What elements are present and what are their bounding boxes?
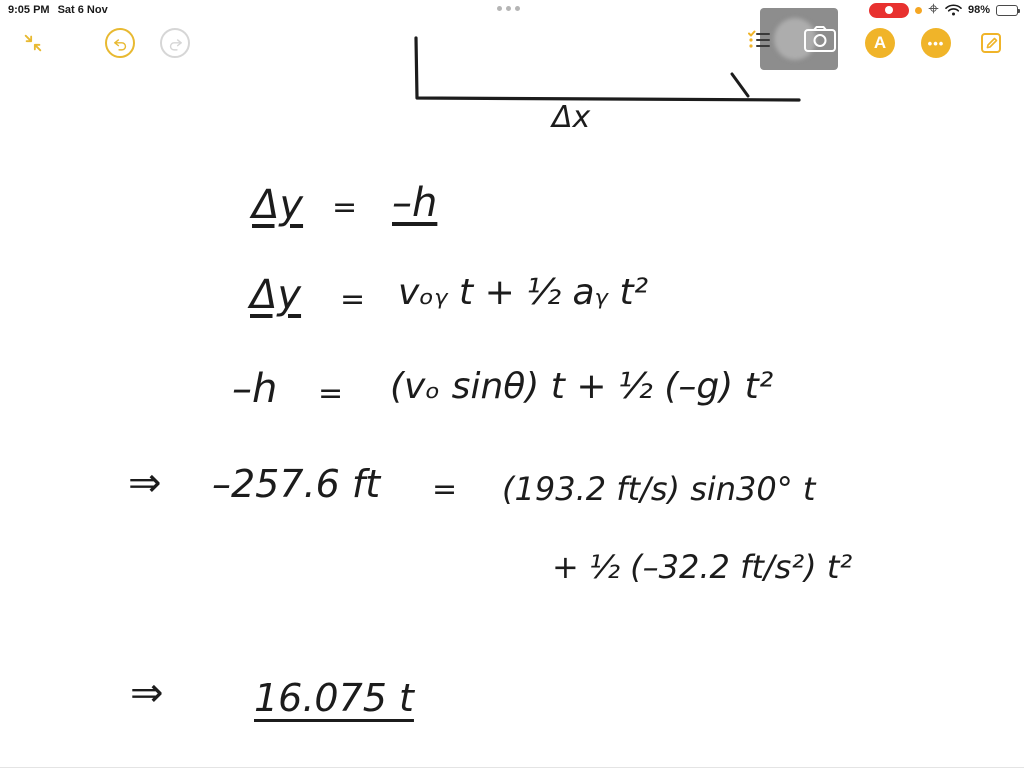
equation-2-lhs: Δy — [250, 272, 302, 318]
equation-3-rhs: (vₒ sinθ) t + ½ (–g) t² — [390, 366, 774, 407]
battery-percent-label: 98% — [967, 4, 990, 16]
collapse-button[interactable] — [16, 26, 50, 60]
wifi-icon — [945, 4, 962, 16]
equation-5-continuation: + ½ (–32.2 ft/s²) t² — [552, 548, 853, 586]
record-indicator-icon[interactable] — [869, 3, 909, 18]
redo-button[interactable] — [158, 26, 192, 60]
more-icon: ••• — [921, 28, 951, 58]
location-arrow-icon — [928, 3, 939, 17]
camera-icon — [804, 26, 836, 52]
compose-icon — [979, 31, 1003, 55]
compose-button[interactable] — [974, 26, 1008, 60]
status-bar-right — [869, 3, 1018, 18]
toolbar — [0, 22, 1024, 64]
camera-button[interactable] — [804, 26, 836, 57]
implies-arrow-2: ⇒ — [130, 670, 164, 716]
equation-1-rhs: –h — [392, 180, 438, 226]
undo-button[interactable] — [103, 26, 137, 60]
implies-arrow-1: ⇒ — [128, 460, 162, 506]
collapse-arrows-icon — [22, 32, 44, 54]
brand-button[interactable] — [863, 26, 897, 60]
redo-icon — [160, 28, 190, 58]
more-options-button[interactable] — [919, 26, 953, 60]
equation-2-rhs: vₒᵧ t + ½ aᵧ t² — [398, 272, 649, 313]
projectile-diagram — [0, 0, 1024, 140]
equation-6-result: 16.075 t — [254, 676, 414, 720]
equation-4-rhs: (193.2 ft/s) sin30° t — [502, 470, 816, 508]
equation-3-equals: = — [318, 376, 344, 411]
checklist-icon — [748, 30, 770, 50]
status-bar — [0, 0, 1024, 20]
equation-4-lhs: –257.6 ft — [212, 462, 381, 506]
equation-1-equals: = — [332, 190, 358, 225]
microphone-in-use-icon — [915, 7, 922, 14]
equation-4-equals: = — [432, 472, 458, 507]
checklist-button[interactable] — [748, 30, 770, 55]
equation-1-lhs: Δy — [252, 182, 304, 228]
brand-icon: A — [865, 28, 895, 58]
status-bar-left — [8, 4, 108, 16]
battery-icon — [996, 5, 1018, 16]
status-time: 9:05 PM — [8, 4, 50, 16]
equation-3-lhs: –h — [232, 366, 278, 412]
record-dot-icon — [885, 6, 893, 14]
status-date: Sat 6 Nov — [57, 4, 108, 16]
equation-2-equals: = — [340, 282, 366, 317]
undo-icon — [105, 28, 135, 58]
diagram-label-delta-x: Δx — [552, 100, 591, 135]
